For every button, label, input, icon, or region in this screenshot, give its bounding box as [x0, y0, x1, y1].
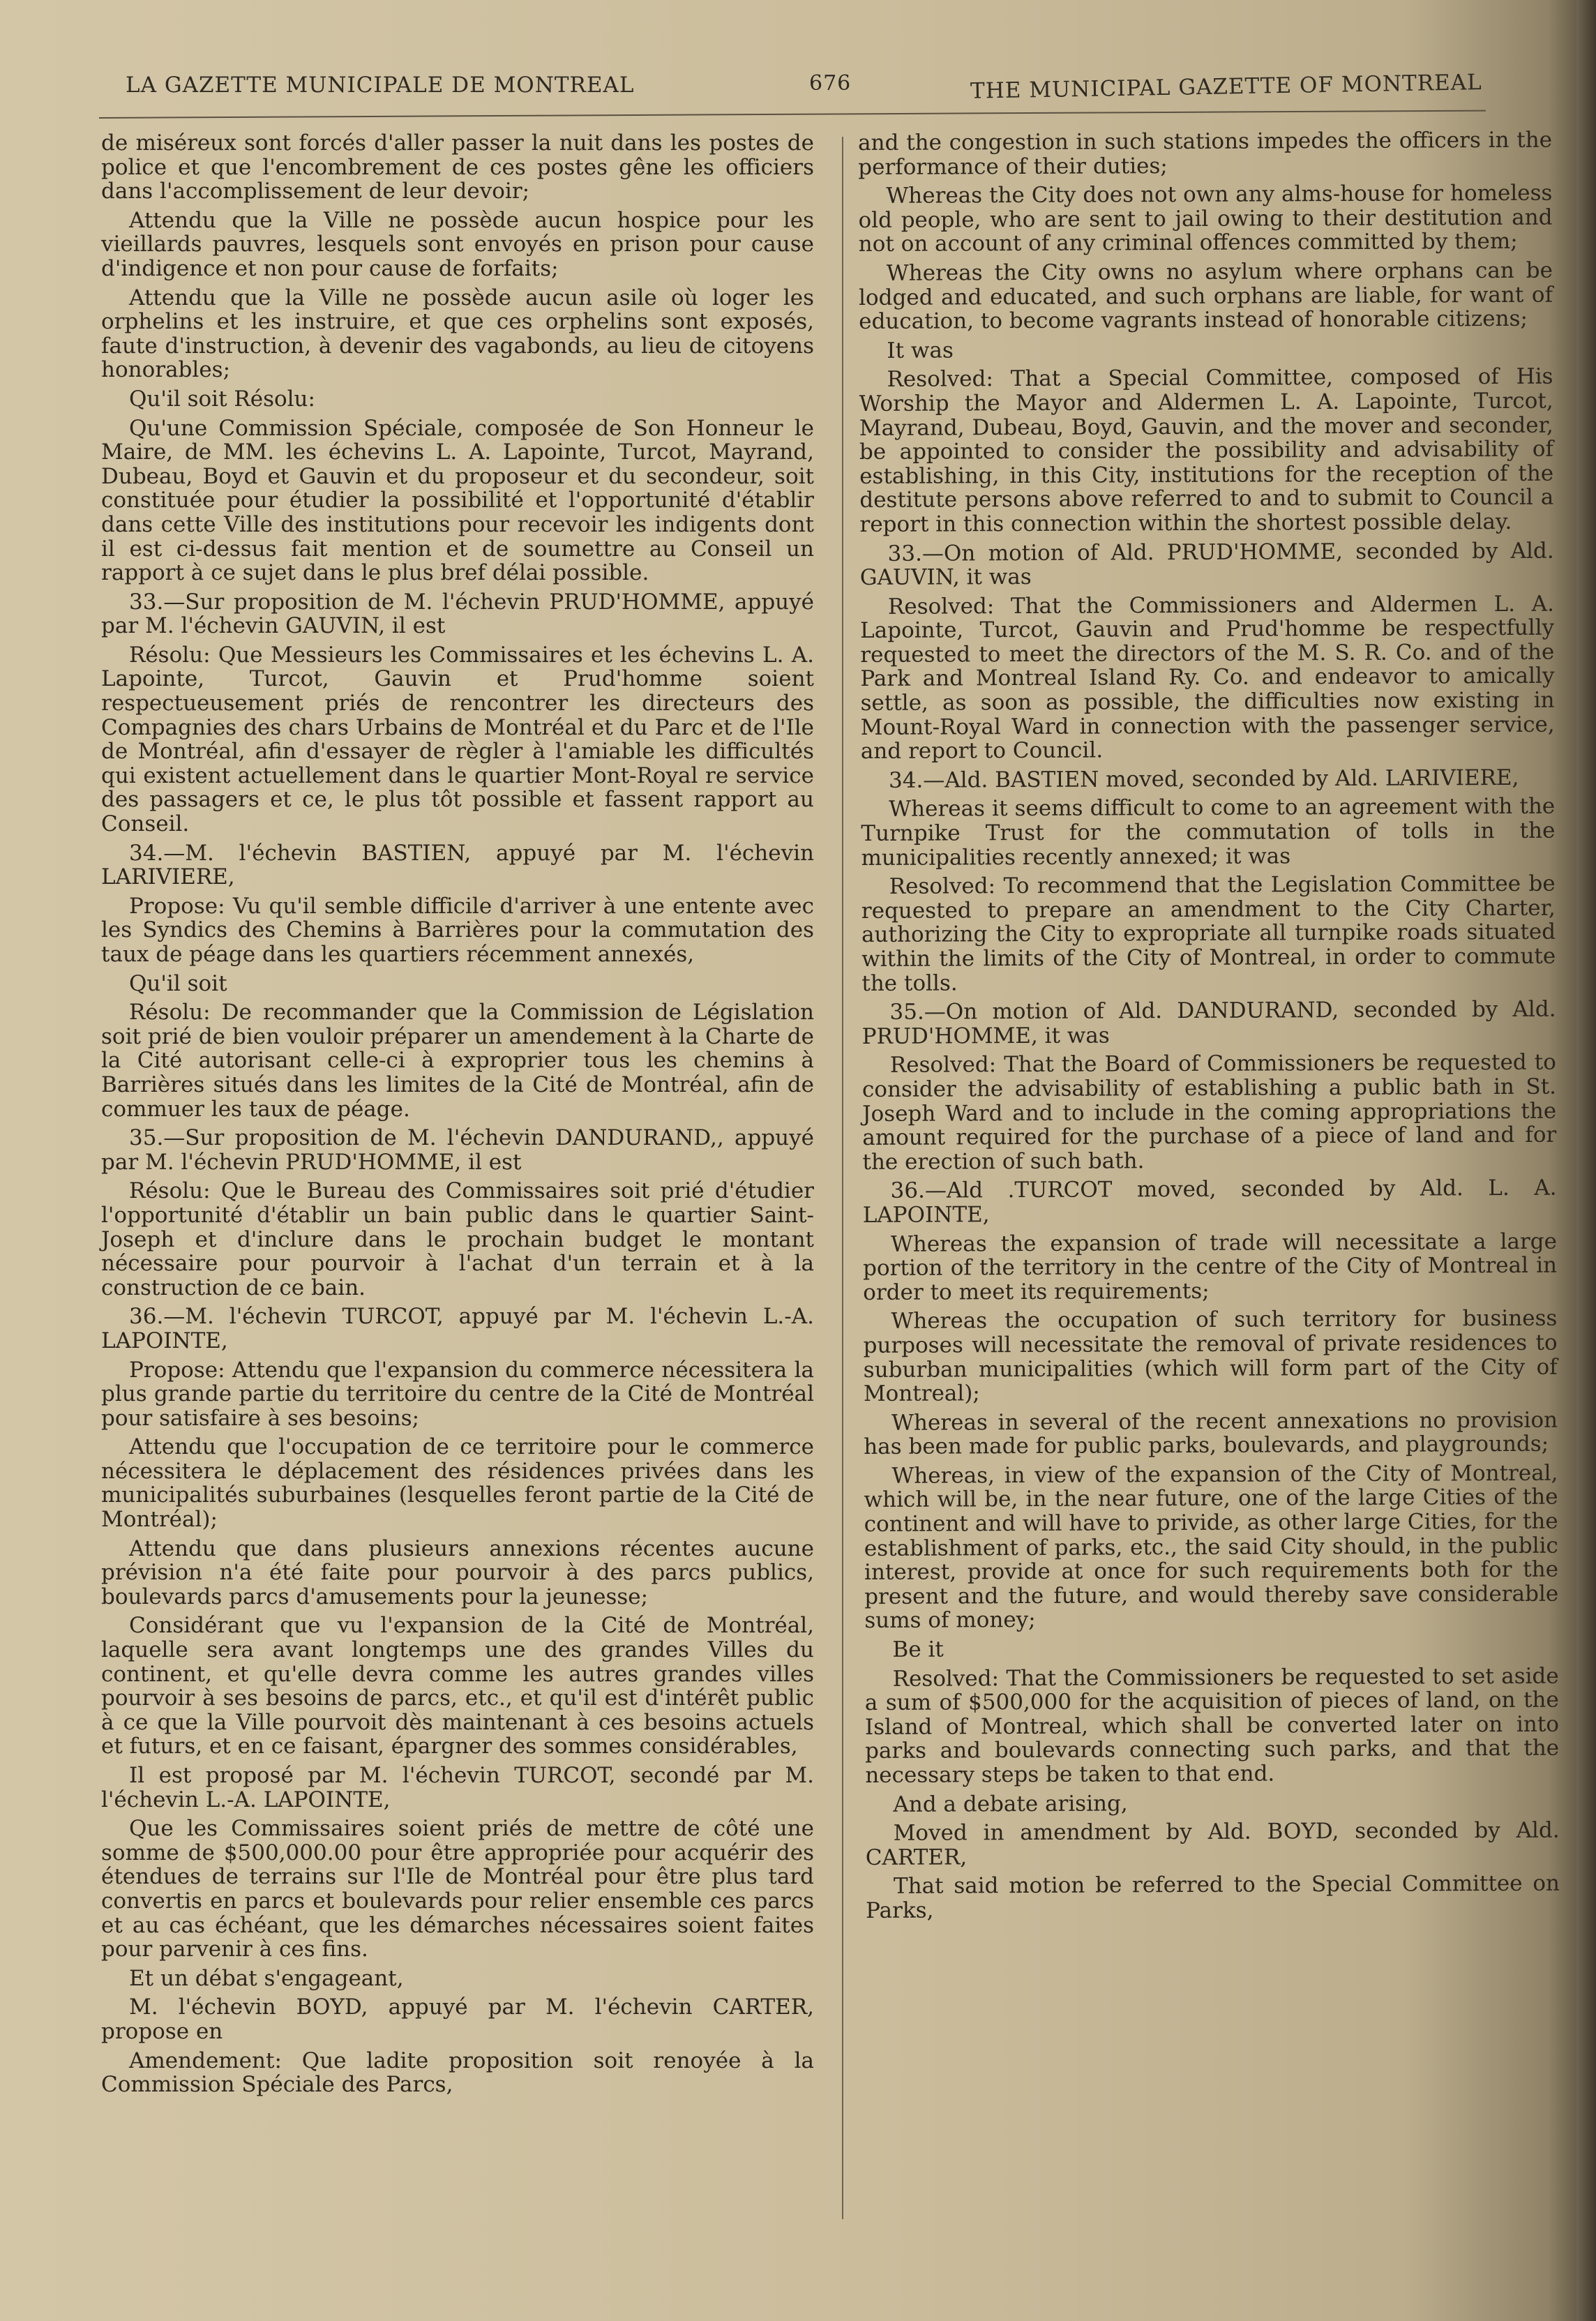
paragraph: Résolu: De recommander que la Commission de Législation soit prié de bien vouloir préparer un amendement à la Charte de la Cité autorisant celle-ci à exproprier tous les chemins à Barrières situés dans les limites de la Cité de Montréal, afin de commuer les taux de péage. — [101, 1000, 814, 1122]
paragraph: Whereas in several of the recent annexations no provision has been made for public parks, boulevards, and playgrounds; — [864, 1407, 1558, 1460]
paragraph: Whereas the City owns no asylum where orphans can be lodged and educated, and such orphans are liable, for want of education, to become vagrants instead of honorable citizens; — [858, 257, 1553, 335]
paragraph: Whereas the City does not own any alms-house for homeless old people, who are sent to jail owing to their destitution and not on account of any criminal offences committed by them; — [858, 180, 1553, 257]
paragraph: 35.—On motion of Ald. DANDURAND, seconded by Ald. PRUD'HOMME, it was — [861, 996, 1556, 1049]
paragraph: Attendu que la Ville ne possède aucun hospice pour les vieillards pauvres, lesquels sont envoyés en prison pour cause d'indigence et non pour cause de forfaits; — [101, 207, 814, 281]
paragraph: It was — [887, 338, 954, 363]
paragraph: Considérant que vu l'expansion de la Cité de Montréal, laquelle sera avant longtemps une des grandes Villes du continent, et qu'elle devra comme les autres grandes villes pourvoir à ses besoins de parcs, etc., et qu'il est d'intérêt public à ce que la Ville pourvoit dès maintenant à ces besoins actuels et futurs, et en ce faisant, épargner des sommes considérables, — [101, 1613, 814, 1759]
paragraph: Il est proposé par M. l'échevin TURCOT, secondé par M. l'échevin L.-A. LAPOINTE, — [101, 1763, 814, 1812]
paragraph: Resolved: That the Commissioners and Aldermen L. A. Lapointe, Turcot, Gauvin and Prud'homme be respectfully requested to meet the directors of the M. S. R. Co. and of the Park and Montreal Island Ry. Co. and endeavor to amically settle, as soon as possible, the difficulties now existing in Mount-Royal Ward in connection with the passenger service, and report to Council. — [860, 591, 1555, 765]
paragraph: 35.—Sur proposition de M. l'échevin DANDURAND,, appuyé par M. l'échevin PRUD'HOMME, il est — [101, 1125, 814, 1175]
paragraph: Whereas the expansion of trade will necessitate a large portion of the territory in the centre of the City of Montreal in order to meet its requirements; — [863, 1229, 1558, 1305]
french-column — [101, 131, 814, 2102]
paragraph: And a debate arising, — [893, 1790, 1128, 1817]
paragraph: Qu'une Commission Spéciale, composée de Son Honneur le Maire, de MM. les échevins L. A. Lapointe, Turcot, Mayrand, Dubeau, Boyd et Gauvin et du proposeur et du secondeur, soit constituée pour étudier la possibilité et l'opportunité d'établir dans cette Ville des institutions pour recevoir les indigents dont il est ci-dessus fait mention et de soumettre au Conseil un rapport à ce sujet dans le plus bref délai possible. — [101, 415, 814, 586]
paragraph: M. l'échevin BOYD, appuyé par M. l'échevin CARTER, propose en — [101, 1995, 814, 2044]
paragraph: Whereas the occupation of such territory for business purposes will necessitate the removal of private residences to suburban municipalities (which will form part of the City of Montreal); — [863, 1305, 1558, 1407]
paragraph: Resolved: That the Board of Commissioners be requested to consider the advisability of establishing a public bath in St. Joseph Ward and to include in the coming appropriations the amount required for the purchase of a piece of land and for the erection of such bath. — [861, 1050, 1557, 1175]
paragraph: Amendement: Que ladite proposition soit renoyée à la Commission Spéciale des Parcs, — [101, 2048, 814, 2098]
header-title-english: THE MUNICIPAL GAZETTE OF MONTREAL — [970, 70, 1483, 104]
paragraph: Résolu: Que Messieurs les Commissaires et les échevins L. A. Lapointe, Turcot, Gauvin et Prud'homme soient respectueusement priés de rencontrer les directeurs des Compagnies des chars Urbains de Montréal et du Parc et de l'Ile de Montréal, afin d'essayer de règler à l'amiable les difficultés qui existent actuellement dans le quartier Mont-Royal re service des passagers et ce, le plus tôt possible et fassent rapport au Conseil. — [101, 642, 814, 837]
page-edge-shadow — [1576, 0, 1596, 2321]
paragraph: 36.—Ald .TURCOT moved, seconded by Ald. L. A. LAPOINTE, — [862, 1175, 1557, 1228]
paragraph: and the congestion in such stations impedes the officers in the performance of their duties; — [857, 127, 1553, 180]
paragraph: 33.—Sur proposition de M. l'échevin PRUD'HOMME, appuyé par M. l'échevin GAUVIN, il est — [101, 589, 814, 639]
paragraph: Que les Commissaires soient priés de mettre de côté une somme de $500,000.00 pour être appropriée pour acquérir des étendues de terrains sur l'Ile de Montréal pour être plus tard convertis en parcs et boulevards pour relier ensemble ces parcs et au cas échéant, que les démarches nécessaires soient faites pour parvenir à ces fins. — [101, 1816, 814, 1962]
paragraph: That said motion be referred to the Special Committee on Parks, — [866, 1871, 1560, 1923]
page-header — [126, 64, 1482, 106]
paragraph: Résolu: Que le Bureau des Commissaires soit prié d'étudier l'opportunité d'établir un bain public dans le quartier Saint-Joseph et d'inclure dans le prochain budget le montant nécessaire pour pourvoir à l'achat d'un terrain et à la construction de ce bain. — [101, 1178, 814, 1300]
english-column — [858, 128, 1560, 1928]
paragraph: Et un débat s'engageant, — [129, 1965, 404, 1991]
paragraph: Whereas, in view of the expansion of the City of Montreal, which will be, in the near future, one of the large Cities of the continent and will have to privide, as other large Cities, for the establishment of parks, etc., the said City should, in the public interest, provide at once for such requirements both for the present and the future, and would thereby save considerable sums of money; — [864, 1460, 1559, 1634]
paragraph: Qu'il soit — [129, 970, 227, 996]
paragraph: 36.—M. l'échevin TURCOT, appuyé par M. l'échevin L.-A. LAPOINTE, — [101, 1304, 814, 1353]
paragraph: de miséreux sont forcés d'aller passer la nuit dans les postes de police et que l'encombrement de ces postes gêne les officiers dans l'accomplissement de leur devoir; — [101, 130, 814, 204]
paragraph: Whereas it seems difficult to come to an agreement with the Turnpike Trust for the commutation of tolls in the municipalities recently annexed; it was — [861, 794, 1556, 871]
paragraph: Attendu que la Ville ne possède aucun asile où loger les orphelins et les instruire, et que ces orphelins sont exposés, faute d'instruction, à devenir des vagabonds, au lieu de citoyens honorables; — [101, 285, 814, 383]
paragraph: Propose: Vu qu'il semble difficile d'arriver à une entente avec les Syndics des Chemins à Barrières pour la commutation des taux de péage dans les quartiers récemment annexés, — [101, 893, 814, 967]
column-divider — [842, 137, 843, 2219]
paragraph: 33.—On motion of Ald. PRUD'HOMME, seconded by Ald. GAUVIN, it was — [859, 538, 1554, 591]
page-number: 676 — [809, 71, 852, 96]
paragraph: Be it — [892, 1637, 944, 1662]
paragraph: Propose: Attendu que l'expansion du commerce nécessitera la plus grande partie du territoire du centre de la Cité de Montréal pour satisfaire à ses besoins; — [101, 1357, 814, 1431]
paragraph: Moved in amendment by Ald. BOYD, seconded by Ald. CARTER, — [865, 1817, 1560, 1870]
paragraph: Qu'il soit Résolu: — [129, 386, 315, 412]
paragraph: Attendu que dans plusieurs annexions récentes aucune prévision n'a été faite pour pourvoir à des parcs publics, boulevards parcs d'amusements pour la jeunesse; — [101, 1535, 814, 1609]
paragraph: Resolved: That the Commissioners be requested to set aside a sum of $500,000 for the acquisition of pieces of land, on the Island of Montreal, which shall be converted later on into parks and boulevards connecting such parks, and that the necessary steps be taken to that end. — [864, 1663, 1560, 1788]
paragraph: Resolved: To recommend that the Legislation Committee be requested to prepare an amendment to the City Charter, authorizing the City to expropriate all turnpike roads situated within the limits of the City of Montreal, in order to commute the tolls. — [861, 871, 1556, 996]
header-title-french: LA GAZETTE MUNICIPALE DE MONTREAL — [126, 73, 635, 98]
header-rule — [99, 110, 1486, 119]
paragraph: Resolved: That a Special Committee, composed of His Worship the Mayor and Aldermen L. A. Lapointe, Turcot, Mayrand, Dubeau, Boyd, Gauvin, and the mover and seconder, be appointed to consider the possibility and advisability of establishing, in this City, institutions for the reception of the destitute persons above referred to and to submit to Council a report in this connection within the shortest possible delay. — [859, 363, 1554, 537]
paragraph: 34.—Ald. BASTIEN moved, seconded by Ald. LARIVIERE, — [888, 765, 1519, 793]
paragraph: 34.—M. l'échevin BASTIEN, appuyé par M. l'échevin LARIVIERE, — [101, 840, 814, 890]
paragraph: Attendu que l'occupation de ce territoire pour le commerce nécessitera le déplacement des résidences privées dans les municipalités suburbaines (lesquelles feront partie de la Cité de Montréal); — [101, 1434, 814, 1533]
